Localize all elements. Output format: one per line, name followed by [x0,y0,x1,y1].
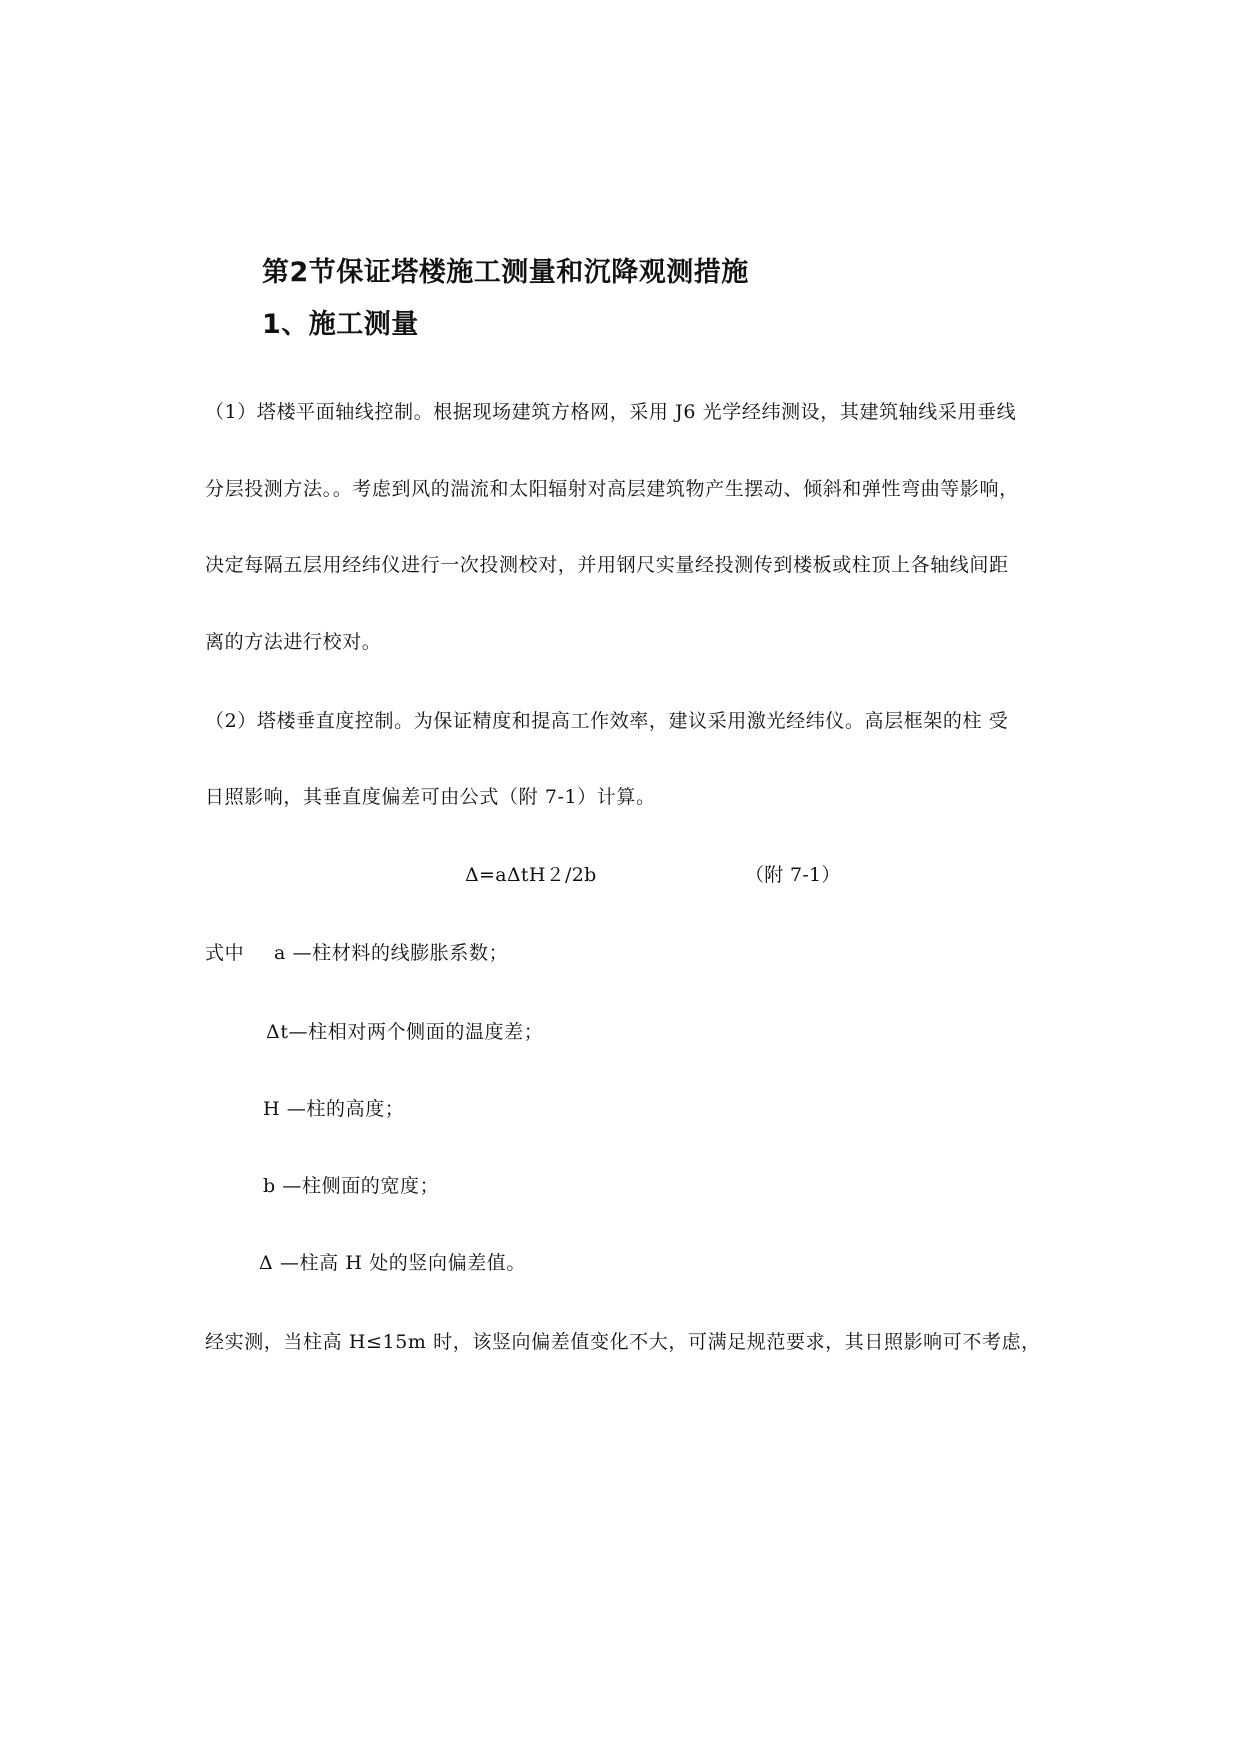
definition-delta-t: Δt—柱相对两个侧面的温度差； [266,1021,544,1043]
subsection-title: 1、施工测量 [262,309,419,340]
definition-a: a —柱材料的线膨胀系数； [274,942,509,964]
paragraph-1-line-2: 分层投测方法。。考虑到风的湍流和太阳辐射对高层建筑物产生摆动、倾斜和弹性弯曲等影响， [205,478,1019,500]
definition-delta: Δ —柱高 H 处的竖向偏差值。 [259,1252,527,1274]
definition-b: b —柱侧面的宽度； [263,1175,440,1197]
definitions-intro: 式中 [205,942,245,964]
section-title: 第2节保证塔楼施工测量和沉降观测措施 [262,257,749,288]
paragraph-2-line-2: 日照影响，其垂直度偏差可由公式（附 7-1）计算。 [205,786,656,808]
paragraph-2-line-1: （2）塔楼垂直度控制。为保证精度和提高工作效率，建议采用激光经纬仪。高层框架的柱 受 [205,710,1009,732]
formula-expression: Δ=aΔtH２/2b [465,864,597,886]
formula-number: （附 7-1） [745,864,841,886]
paragraph-1-line-4: 离的方法进行校对。 [205,631,382,653]
paragraph-1-line-1: （1）塔楼平面轴线控制。根据现场建筑方格网，采用 J6 光学经纬测设，其建筑轴线采用垂线 [205,401,1017,423]
conclusion-line: 经实测，当柱高 H≤15m 时，该竖向偏差值变化不大，可满足规范要求，其日照影响可不考虑， [205,1331,1041,1353]
definition-h: H —柱的高度； [263,1098,405,1120]
paragraph-1-line-3: 决定每隔五层用经纬仪进行一次投测校对，并用钢尺实量经投测传到楼板或柱顶上各轴线间距 [205,554,1009,576]
